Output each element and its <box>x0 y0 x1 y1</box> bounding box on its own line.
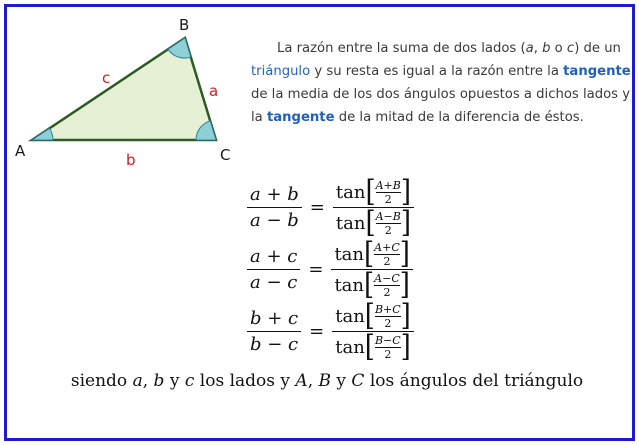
rhs-fraction: tan [ B+C 2 ] tan [ B−C 2 ] <box>332 303 414 360</box>
side-b-label: b <box>126 151 136 165</box>
text-segment: de la media de los dos ángulos opuestos a dichos lados y la <box>251 87 630 125</box>
vertex-b-label: B <box>179 16 190 34</box>
triangulo-link[interactable]: triángulo <box>251 64 311 79</box>
text-segment: La razón entre la suma de dos lados ( <box>277 41 526 56</box>
triangle-diagram <box>13 15 243 165</box>
lhs-fraction <box>247 184 302 231</box>
equals-sign: = <box>309 321 325 342</box>
text-segment: los ángulos del triángulo <box>364 371 584 391</box>
text-segment: los lados y <box>194 371 296 391</box>
var-C: C <box>351 371 365 391</box>
rhs-fraction: tan [ A+B 2 ] tan [ A−B 2 ] <box>333 179 414 236</box>
text-segment: , <box>142 371 154 391</box>
text-segment: y <box>164 371 185 391</box>
tan-label: tan <box>335 181 366 203</box>
side-c-label: c <box>102 69 111 87</box>
half-denominator: 2 <box>383 254 391 268</box>
lhs-numerator: a + c <box>250 246 298 267</box>
angle-diff: A−C <box>374 271 400 285</box>
text-segment: siendo <box>70 371 133 391</box>
lhs-fraction <box>247 308 301 355</box>
tangente-link-1[interactable]: tangente <box>563 64 631 79</box>
text-segment: o <box>550 41 567 56</box>
angle-a-arc <box>32 128 53 140</box>
lhs-denominator: a − c <box>250 272 298 293</box>
equals-sign: = <box>308 259 324 280</box>
footnote-text <box>67 370 587 392</box>
tan-label: tan <box>335 305 365 327</box>
vertex-c-label: C <box>220 146 231 164</box>
content-frame <box>4 4 635 441</box>
tan-label: tan <box>334 243 364 265</box>
var-c: c <box>184 371 195 391</box>
half-denominator: 2 <box>384 223 392 237</box>
equals-sign: = <box>309 197 325 218</box>
var-a: a <box>132 371 143 391</box>
lhs-fraction <box>247 246 300 293</box>
angle-sum: B+C <box>374 302 401 316</box>
lhs-denominator: b − c <box>250 334 299 355</box>
var-A: A <box>295 371 308 391</box>
angle-sum: A+C <box>374 240 400 254</box>
vertex-a-label: A <box>15 142 26 160</box>
text-segment: de la mitad de la diferencia de éstos. <box>334 110 584 125</box>
angle-diff: B−C <box>374 333 401 347</box>
tan-label: tan <box>334 274 364 296</box>
half-denominator: 2 <box>384 347 392 361</box>
description-paragraph <box>251 37 635 129</box>
lhs-denominator: a − b <box>250 210 299 231</box>
rhs-fraction: tan [ A+C 2 ] tan [ A−C 2 ] <box>331 241 412 298</box>
formula-2 <box>247 236 413 303</box>
half-denominator: 2 <box>383 285 391 299</box>
angle-sum: A+B <box>375 178 401 192</box>
half-denominator: 2 <box>384 316 392 330</box>
formula-3 <box>247 298 414 365</box>
var-c: c <box>566 41 575 56</box>
text-segment: , <box>307 371 319 391</box>
var-b: b <box>542 41 551 56</box>
var-B: B <box>318 371 331 391</box>
angle-diff: A−B <box>375 209 401 223</box>
lhs-numerator: b + c <box>250 308 299 329</box>
text-segment: , <box>533 41 543 56</box>
text-segment: y <box>331 371 352 391</box>
text-segment: ) de un <box>574 41 621 56</box>
var-b: b <box>153 371 165 391</box>
lhs-numerator: a + b <box>250 184 299 205</box>
side-a-label: a <box>209 82 219 100</box>
text-segment: y su resta es igual a la razón entre la <box>310 64 564 79</box>
tan-label: tan <box>335 212 366 234</box>
var-a: a <box>525 41 534 56</box>
tangente-link-2[interactable]: tangente <box>266 110 335 125</box>
half-denominator: 2 <box>384 192 392 206</box>
formula-1 <box>247 174 414 241</box>
tan-label: tan <box>335 336 365 358</box>
